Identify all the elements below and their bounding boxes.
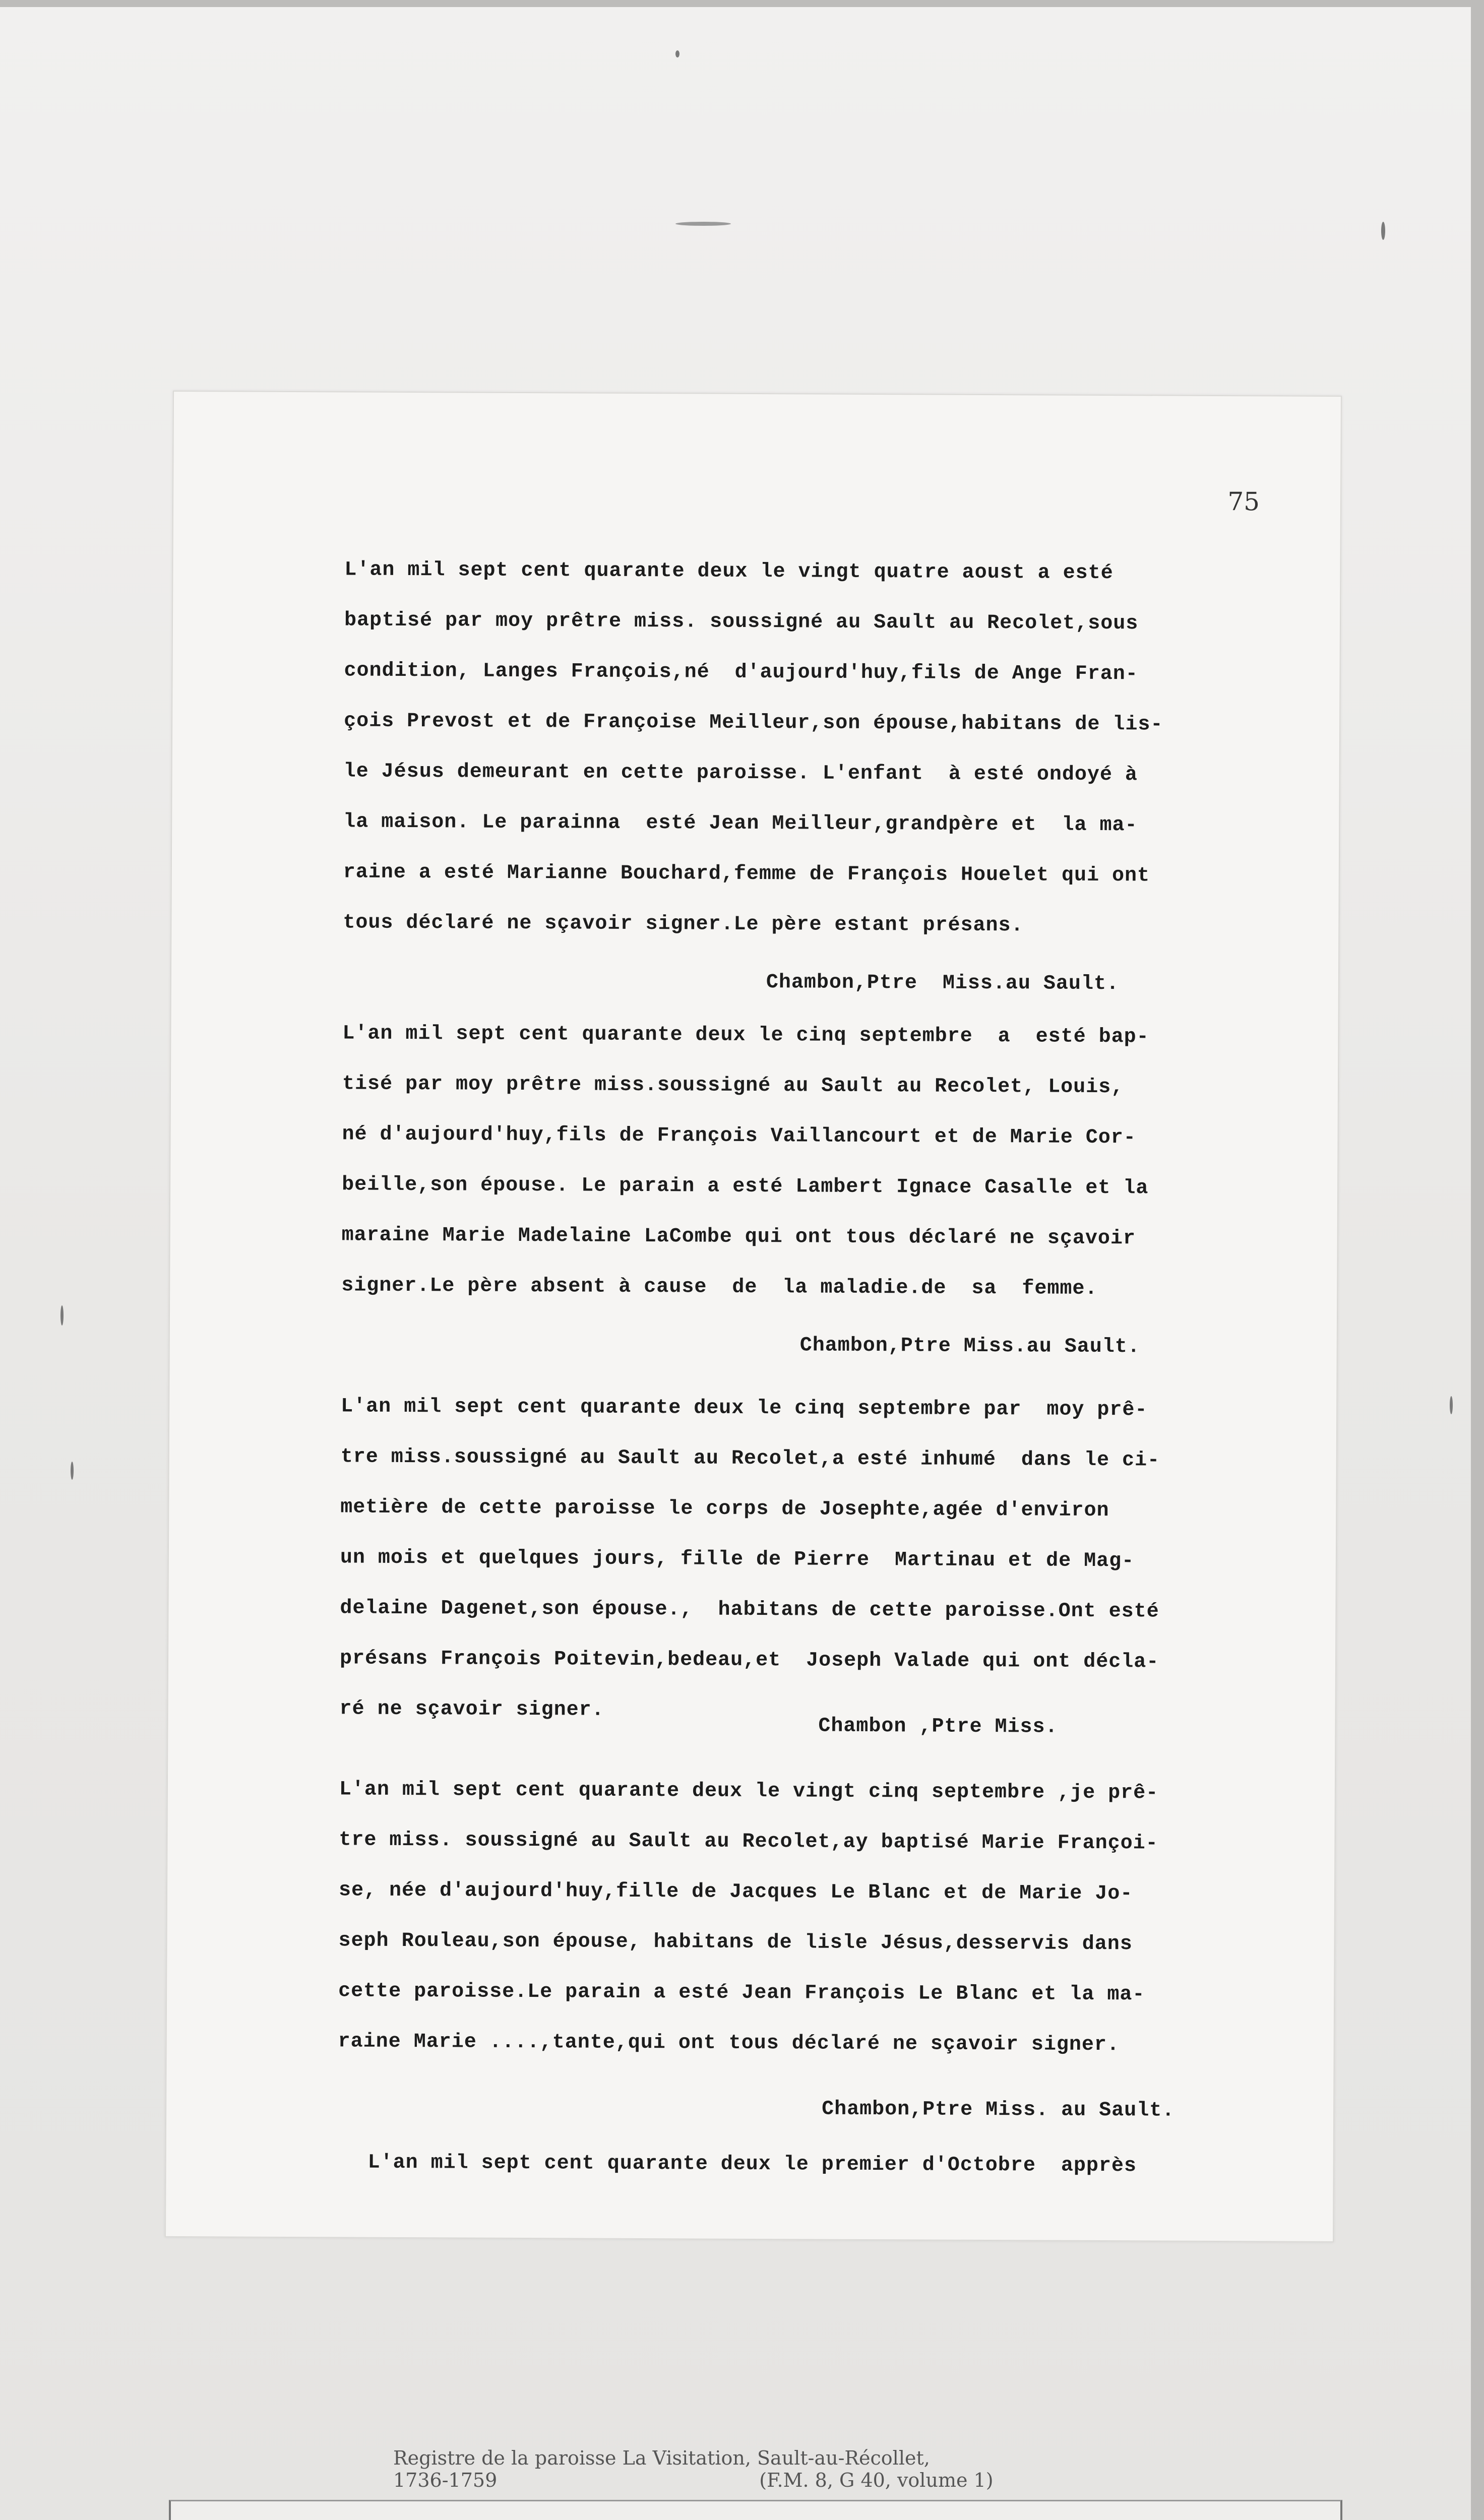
entry-line: tisé par moy prêtre miss.soussigné au Sault au Recolet, Louis, <box>342 1073 1124 1099</box>
entry-line: metière de cette paroisse le corps de Josephte,agée d'environ <box>340 1496 1109 1523</box>
caption-second-row <box>393 2469 994 2491</box>
entry-line: tre miss. soussigné au Sault au Recolet,ay baptisé Marie Françoi- <box>339 1829 1158 1855</box>
entry-line: L'an mil sept cent quarante deux le cinq septembre a esté bap- <box>342 1022 1149 1049</box>
entry-line: né d'aujourd'huy,fils de François Vaillancourt et de Marie Cor- <box>342 1123 1136 1150</box>
entry-line: signer.Le père absent à cause de la maladie.de sa femme. <box>341 1274 1098 1300</box>
dust-speck <box>1450 1396 1453 1414</box>
entry-line: ré ne sçavoir signer. <box>339 1697 604 1722</box>
entry-line: raine a esté Marianne Bouchard,femme de François Houelet qui ont <box>343 861 1150 888</box>
entry-line: le Jésus demeurant en cette paroisse. L'enfant à esté ondoyé à <box>343 760 1138 787</box>
caption-title: Registre de la paroisse La Visitation, Sault-au-Récollet, <box>393 2447 930 2469</box>
typed-register-page <box>165 391 1342 2242</box>
priest-signature: Chambon,Ptre Miss.au Sault. <box>799 1334 1140 1359</box>
entry-line: raine Marie ....,tante,qui ont tous déclaré ne sçavoir signer. <box>338 2030 1120 2057</box>
entry-line: condition, Langes François,né d'aujourd'huy,fils de Ange Fran- <box>344 659 1138 686</box>
entry-line: beille,son épouse. Le parain a esté Lambert Ignace Casalle et la <box>342 1173 1149 1200</box>
entry-line: çois Prevost et de Françoise Meilleur,son épouse,habitans de lis- <box>344 710 1163 736</box>
entry-line: seph Rouleau,son épouse, habitans de lisle Jésus,desservis dans <box>338 1929 1133 1956</box>
priest-signature: Chambon ,Ptre Miss. <box>818 1715 1058 1739</box>
entry-line: L'an mil sept cent quarante deux le vingt cinq septembre ,je prê- <box>339 1778 1159 1805</box>
dust-speck <box>60 1305 64 1326</box>
page-number: 75 <box>1227 487 1260 517</box>
entry-line: un mois et quelques jours, fille de Pierre Martinau et de Mag- <box>340 1546 1135 1573</box>
entry-line: delaine Dagenet,son épouse., habitans de cette paroisse.Ont esté <box>340 1597 1159 1623</box>
scan-right-edge <box>1471 0 1484 2520</box>
archive-reference-caption <box>393 2447 994 2491</box>
entry-line: tous déclaré ne sçavoir signer.Le père estant présans. <box>343 911 1024 937</box>
priest-signature: Chambon,Ptre Miss.au Sault. <box>766 971 1120 996</box>
entry-line: tre miss.soussigné au Sault au Recolet,a esté inhumé dans le ci- <box>340 1445 1160 1472</box>
entry-line: L'an mil sept cent quarante deux le vingt quatre aoust a esté <box>344 558 1114 585</box>
entry-line: la maison. Le parainna esté Jean Meilleur,grandpère et la ma- <box>343 810 1138 837</box>
priest-signature: Chambon,Ptre Miss. au Sault. <box>822 2098 1175 2122</box>
entry-line: se, née d'aujourd'huy,fille de Jacques Le Blanc et de Marie Jo- <box>338 1879 1133 1906</box>
dust-speck <box>71 1462 74 1480</box>
entry-line: présans François Poitevin,bedeau,et Joseph Valade qui ont décla- <box>339 1647 1159 1674</box>
caption-date-range: 1736-1759 <box>393 2469 498 2491</box>
caption-fonds-reference: (F.M. 8, G 40, volume 1) <box>759 2469 994 2491</box>
entry-line: maraine Marie Madelaine LaCombe qui ont tous déclaré ne sçavoir <box>341 1224 1136 1250</box>
public-archives-stamp <box>169 2500 1342 2520</box>
scan-top-edge <box>0 0 1484 7</box>
entry-line: cette paroisse.Le parain a esté Jean François Le Blanc et la ma- <box>338 1980 1145 2006</box>
dust-streak <box>675 222 731 226</box>
dust-speck <box>675 50 679 57</box>
next-entry-first-line: L'an mil sept cent quarante deux le premier d'Octobre apprès <box>367 2151 1137 2178</box>
entry-line: baptisé par moy prêtre miss. soussigné au Sault au Recolet,sous <box>344 609 1139 636</box>
entry-line: L'an mil sept cent quarante deux le cinq septembre par moy prê- <box>341 1395 1148 1422</box>
dust-speck <box>1381 222 1385 240</box>
